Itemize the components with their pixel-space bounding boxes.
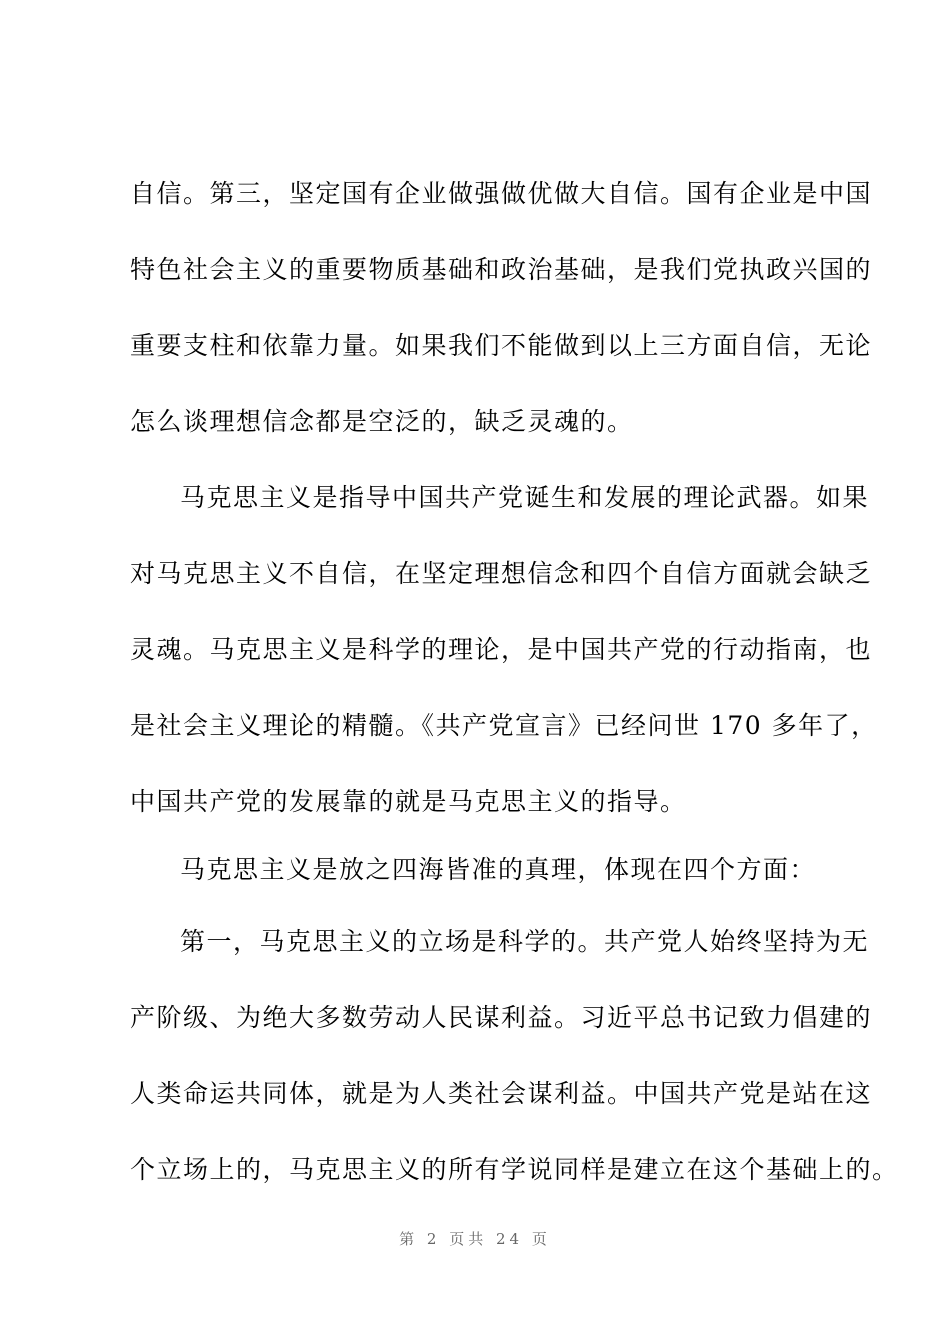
text-line: 重要支柱和依靠力量。如果我们不能做到以上三方面自信，无论 bbox=[130, 331, 873, 360]
paragraph-first-line: 第一，马克思主义的立场是科学的。共产党人始终坚持为无 bbox=[180, 927, 870, 956]
text-line: 对马克思主义不自信，在坚定理想信念和四个自信方面就会缺乏 bbox=[130, 559, 873, 588]
text-line: 是社会主义理论的精髓。《共产党宣言》已经问世 170 多年了， bbox=[130, 711, 878, 740]
text-line: 自信。第三，坚定国有企业做强做优做大自信。国有企业是中国 bbox=[130, 179, 873, 208]
paragraph-first-line: 马克思主义是指导中国共产党诞生和发展的理论武器。如果 bbox=[180, 483, 870, 512]
text-line: 个立场上的，马克思主义的所有学说同样是建立在这个基础上的。 bbox=[130, 1155, 899, 1184]
text-line: 人类命运共同体，就是为人类社会谋利益。中国共产党是站在这 bbox=[130, 1079, 873, 1108]
text-line: 特色社会主义的重要物质基础和政治基础，是我们党执政兴国的 bbox=[130, 255, 873, 284]
page-number-footer: 第 2 页共 24 页 bbox=[399, 1230, 551, 1248]
text-line: 怎么谈理想信念都是空泛的，缺乏灵魂的。 bbox=[130, 407, 634, 436]
text-line: 中国共产党的发展靠的就是马克思主义的指导。 bbox=[130, 787, 687, 816]
paragraph-first-line: 马克思主义是放之四海皆准的真理，体现在四个方面： bbox=[180, 855, 817, 884]
text-line: 产阶级、为绝大多数劳动人民谋利益。习近平总书记致力倡建的 bbox=[130, 1003, 873, 1032]
text-line: 灵魂。马克思主义是科学的理论，是中国共产党的行动指南，也 bbox=[130, 635, 873, 664]
